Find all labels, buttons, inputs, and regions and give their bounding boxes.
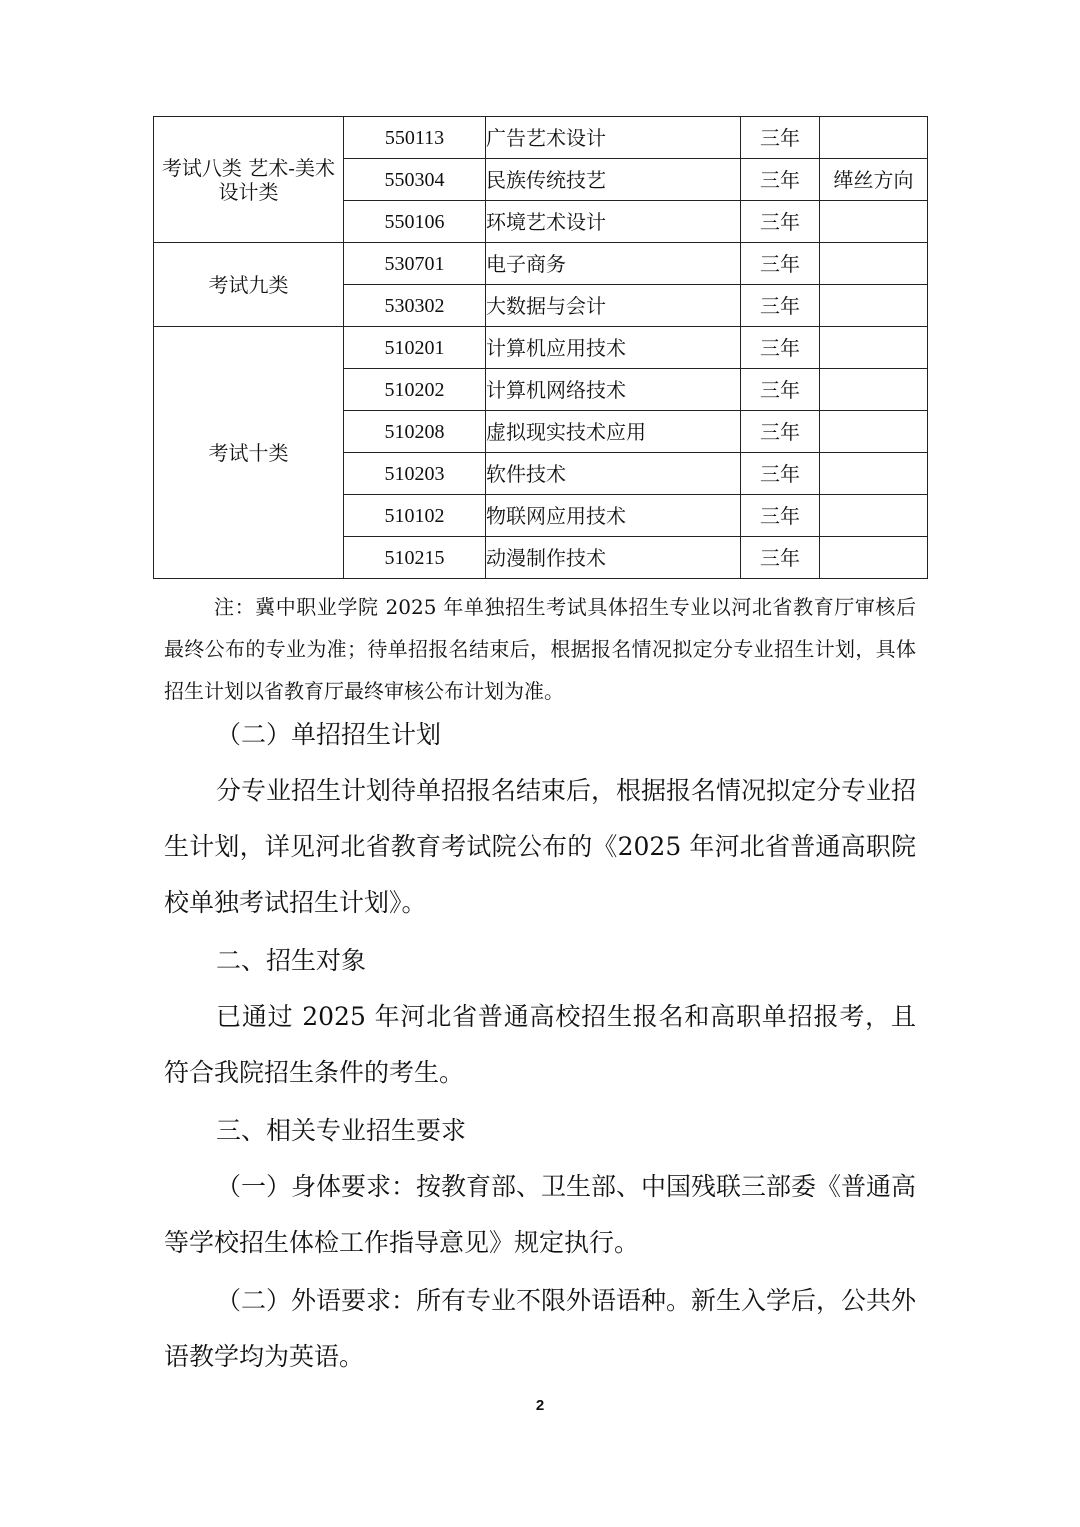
major-note: [820, 117, 928, 159]
major-name: 物联网应用技术: [486, 495, 741, 537]
majors-table: [153, 116, 928, 579]
section-targets-heading: 二、招生对象: [216, 946, 367, 975]
study-length: 三年: [741, 537, 820, 579]
major-name: 动漫制作技术: [486, 537, 741, 579]
major-note: [820, 201, 928, 243]
page-number: 2: [535, 1397, 545, 1414]
table-row: [154, 243, 928, 285]
major-name: 大数据与会计: [486, 285, 741, 327]
major-note: [820, 369, 928, 411]
major-name: 计算机网络技术: [486, 369, 741, 411]
major-note: [820, 453, 928, 495]
study-length: 三年: [741, 453, 820, 495]
major-name: 环境艺术设计: [486, 201, 741, 243]
study-length: 三年: [741, 327, 820, 369]
major-code: 550113: [344, 117, 486, 159]
section-targets-body: 已通过 2025 年河北省普通高校招生报名和高职单招报考，且符合我院招生条件的考生。: [164, 1002, 916, 1087]
major-name: 虚拟现实技术应用: [486, 411, 741, 453]
language-requirement: （二）外语要求：所有专业不限外语语种。新生入学后，公共外语教学均为英语。: [164, 1286, 917, 1371]
major-code: 510202: [344, 369, 486, 411]
major-name: 电子商务: [486, 243, 741, 285]
major-note: 缂丝方向: [820, 159, 928, 201]
study-length: 三年: [741, 411, 820, 453]
study-length: 三年: [741, 495, 820, 537]
major-name: 广告艺术设计: [486, 117, 741, 159]
major-code: 550304: [344, 159, 486, 201]
major-note: [820, 411, 928, 453]
physical-requirement: （一）身体要求：按教育部、卫生部、中国残联三部委《普通高等学校招生体检工作指导意见》规定执行。: [164, 1172, 917, 1257]
study-length: 三年: [741, 243, 820, 285]
table-row: [154, 327, 928, 369]
study-length: 三年: [741, 117, 820, 159]
section-plan-heading: （二）单招招生计划: [216, 720, 442, 749]
major-name: 计算机应用技术: [486, 327, 741, 369]
study-length: 三年: [741, 285, 820, 327]
major-note: [820, 285, 928, 327]
category-cell: 考试十类: [154, 327, 344, 579]
table-footnote: 注：冀中职业学院 2025 年单独招生考试具体招生专业以河北省教育厅审核后最终公布的专业为准；待单招报名结束后，根据报名情况拟定分专业招生计划，具体招生计划以省教育厅最终审核公布计划为准。: [164, 595, 916, 703]
major-note: [820, 243, 928, 285]
major-code: 510102: [344, 495, 486, 537]
major-code: 510201: [344, 327, 486, 369]
major-note: [820, 537, 928, 579]
section-requirements-heading: 三、相关专业招生要求: [216, 1116, 467, 1145]
study-length: 三年: [741, 369, 820, 411]
major-code: 530302: [344, 285, 486, 327]
study-length: 三年: [741, 201, 820, 243]
major-code: 530701: [344, 243, 486, 285]
table-row: [154, 117, 928, 159]
major-note: [820, 495, 928, 537]
category-cell: 考试九类: [154, 243, 344, 327]
major-code: 510215: [344, 537, 486, 579]
major-note: [820, 327, 928, 369]
major-name: 软件技术: [486, 453, 741, 495]
study-length: 三年: [741, 159, 820, 201]
major-code: 510203: [344, 453, 486, 495]
category-cell: 考试八类 艺术-美术设计类: [154, 117, 344, 243]
section-plan-body: 分专业招生计划待单招报名结束后，根据报名情况拟定分专业招生计划，详见河北省教育考试院公布的《2025 年河北省普通高职院校单独考试招生计划》。: [164, 776, 917, 917]
major-code: 510208: [344, 411, 486, 453]
major-name: 民族传统技艺: [486, 159, 741, 201]
major-code: 550106: [344, 201, 486, 243]
